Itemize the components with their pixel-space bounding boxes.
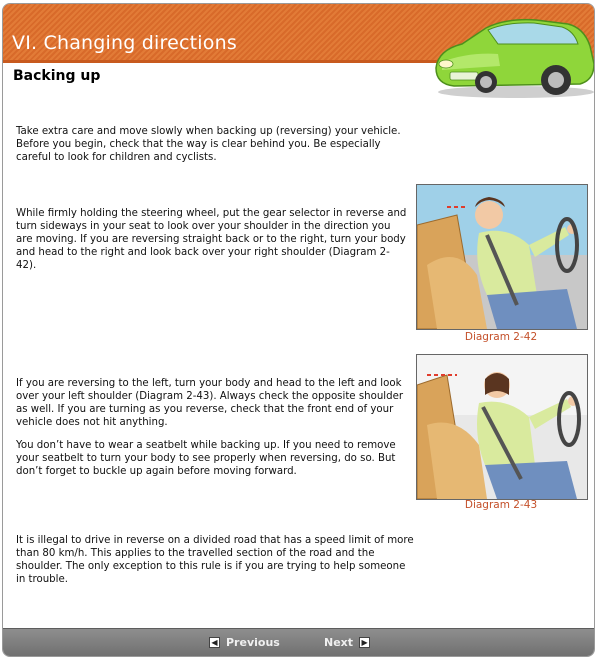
- arrow-left-icon: ◀: [209, 637, 220, 648]
- diagram-2-42-image: [416, 184, 588, 330]
- next-label: Next: [324, 636, 354, 649]
- previous-button[interactable]: [209, 636, 280, 649]
- diagram-2-43-image: [416, 354, 588, 500]
- chapter-title: VI. Changing directions: [12, 32, 237, 54]
- arrow-right-icon: ▶: [359, 637, 370, 648]
- previous-label: Previous: [226, 636, 280, 649]
- paragraph-intro: Take extra care and move slowly when backing up (reversing) your vehicle. Before you begin, check that the way is clear behind you. Be especially careful to look for children and cyclists.: [16, 126, 401, 163]
- lesson-window: [2, 3, 595, 657]
- green-car-illustration: [428, 6, 595, 100]
- diagram-2-42-caption: Diagram 2-42: [464, 331, 538, 343]
- navigation-footer: [3, 628, 594, 657]
- next-button[interactable]: [324, 636, 370, 649]
- paragraph-reverse-right: While firmly holding the steering wheel, put the gear selector in reverse and turn sideways in your seat to look over your shoulder in the direction you are moving. If you are reversing straight back or to the right, turn your body and head to the right and look back over your right shoulder (Diagram 2-42).: [16, 208, 407, 271]
- diagram-2-43-caption: Diagram 2-43: [464, 499, 538, 511]
- section-title: Backing up: [13, 68, 101, 84]
- paragraph-divided-road: It is illegal to drive in reverse on a divided road that has a speed limit of more than 80 km/h. This applies to the travelled section of the road and the shoulder. The only exception to this rule is if you are trying to help someone in trouble.: [16, 535, 414, 585]
- paragraph-reverse-left: If you are reversing to the left, turn your body and head to the left and look over your left shoulder (Diagram 2-43). Always check the opposite shoulder as well. If you are turning as you reverse, check that the front end of your vehicle does not hit anything.: [16, 378, 404, 428]
- paragraph-seatbelt: You don’t have to wear a seatbelt while backing up. If you need to remove your seatbelt to turn your body to see properly when reversing, do so. But don’t forget to buckle up again before moving forward.: [16, 440, 396, 477]
